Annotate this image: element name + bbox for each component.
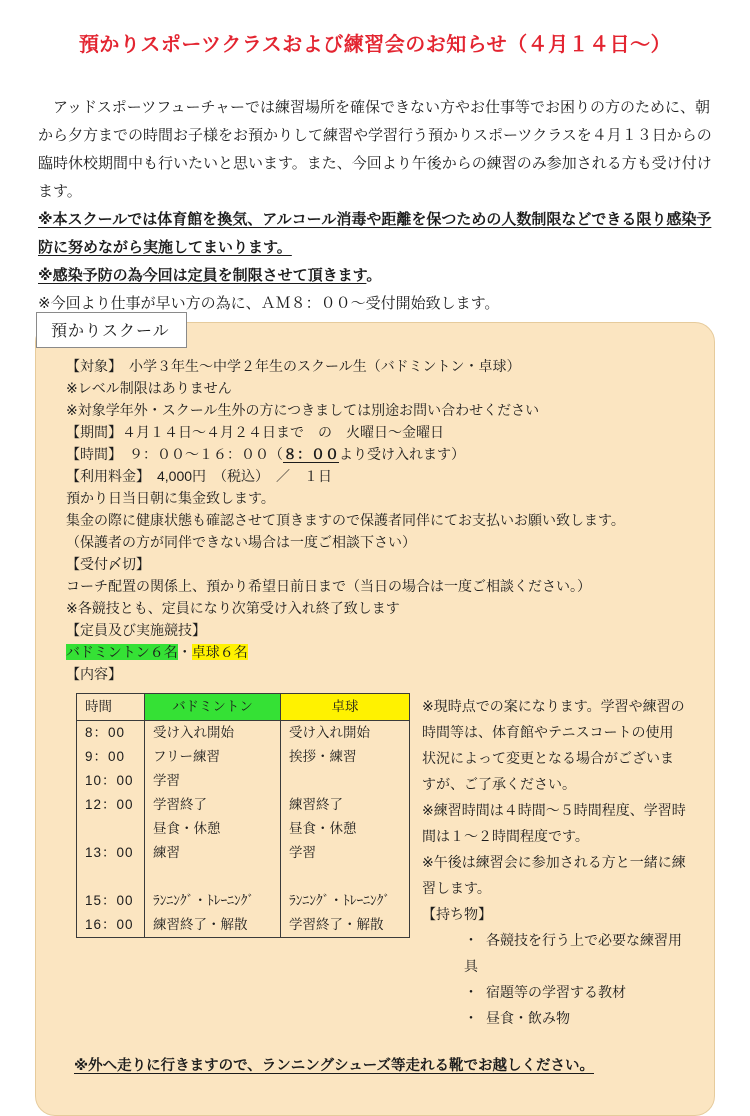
header-time: 時間 (77, 694, 145, 721)
cell-time: 8：00 (77, 721, 145, 746)
schedule-table (76, 693, 410, 938)
cell-time: 16：00 (77, 913, 145, 938)
capacity-tabletennis: 卓球６名 (191, 644, 248, 660)
cell-time: 15：00 (77, 889, 145, 913)
cell-tabletennis: 練習終了 (281, 793, 410, 817)
table-row (77, 913, 410, 938)
deadline-line: コーチ配置の関係上、預かり希望日前日まで（当日の場合は一度ご相談ください。） (66, 578, 591, 594)
belonging-item-text: 宿題等の学習する教材 (486, 984, 626, 1000)
time-line (66, 443, 686, 465)
table-row (77, 841, 410, 865)
capacity-separator: ・ (177, 644, 192, 660)
side-note-duration: ※練習時間は４時間～５時間程度、学習時間は１～２時間程度です。 (422, 802, 686, 844)
fee-line: 【利用料金】 4,000円 （税込） ／ １日 (66, 468, 333, 484)
table-row (77, 745, 410, 769)
bullet-icon: ・ (464, 1010, 478, 1026)
cell-time (77, 865, 145, 889)
cell-time: 10：00 (77, 769, 145, 793)
time-emphasis: ８：００ (283, 446, 339, 462)
cell-badminton: 昼食・休憩 (145, 817, 281, 841)
deadline-heading: 【受付〆切】 (66, 556, 150, 572)
time-prefix: 【時間】 ９：００～１６：００（ (66, 446, 283, 462)
bullet-icon: ・ (464, 932, 478, 948)
cell-badminton: 練習終了・解散 (145, 913, 281, 938)
side-notes (422, 693, 686, 1031)
collect-line-2: 集金の際に健康状態も確認させて頂きますので保護者同伴にてお支払いお願い致します。 (66, 512, 625, 528)
note-infection-prevention: ※本スクールでは体育館を換気、アルコール消毒や距離を保つための人数制限などできる限り感染予防に努めながら実施してまいります。 (38, 211, 712, 256)
bullet-icon: ・ (464, 984, 478, 1000)
info-panel (35, 322, 715, 1116)
table-row (77, 817, 410, 841)
azukari-school-section (35, 322, 715, 1116)
note-outside-school: ※対象学年外・スクール生外の方につきましては別途お問い合わせください (66, 402, 540, 418)
table-row (77, 721, 410, 746)
cell-time: 12：00 (77, 793, 145, 817)
belongings-heading: 【持ち物】 (422, 906, 492, 922)
cell-tabletennis (281, 865, 410, 889)
side-note-afternoon: ※午後は練習会に参加される方と一緒に練習します。 (422, 854, 686, 896)
schedule-and-notes (66, 693, 686, 1031)
belongings-list (422, 927, 686, 1031)
period-line: 【期間】４月１４日～４月２４日まで の 火曜日～金曜日 (66, 424, 444, 440)
cell-badminton: 練習 (145, 841, 281, 865)
cell-tabletennis: ﾗﾝﾆﾝｸﾞ・ﾄﾚｰﾆﾝｸﾞ (281, 889, 410, 913)
collect-line-3: （保護者の方が同伴できない場合は一度ご相談下さい） (66, 534, 416, 550)
cell-badminton: 受け入れ開始 (145, 721, 281, 746)
cell-badminton: ﾗﾝﾆﾝｸﾞ・ﾄﾚｰﾆﾝｸﾞ (145, 889, 281, 913)
cell-tabletennis: 昼食・休憩 (281, 817, 410, 841)
cell-badminton: 学習 (145, 769, 281, 793)
table-header-row (77, 694, 410, 721)
cell-tabletennis: 受け入れ開始 (281, 721, 410, 746)
time-suffix: より受け入れます） (339, 446, 465, 462)
capacity-heading: 【定員及び実施競技】 (66, 622, 206, 638)
cell-tabletennis (281, 769, 410, 793)
note-capacity-limit-text: ※感染予防の為今回は定員を制限させて頂きます (38, 267, 367, 284)
note-level: ※レベル制限はありません (66, 380, 232, 396)
cell-time: 13：00 (77, 841, 145, 865)
cell-badminton: 学習終了 (145, 793, 281, 817)
target-line: 【対象】 小学３年生～中学２年生のスクール生（バドミントン・卓球） (66, 358, 521, 374)
capacity-badminton: バドミントン６名 (66, 644, 178, 660)
side-note-draft: ※現時点での案になります。学習や練習の時間等は、体育館やテニスコートの使用状況によって変更となる場合がございますが、ご了承ください。 (422, 698, 685, 792)
table-row (77, 865, 410, 889)
table-row (77, 889, 410, 913)
table-row (77, 769, 410, 793)
cell-tabletennis: 学習終了・解散 (281, 913, 410, 938)
note-capacity-limit (38, 262, 712, 290)
cell-tabletennis: 挨拶・練習 (281, 745, 410, 769)
content-heading: 【内容】 (66, 666, 122, 682)
header-badminton: バドミントン (145, 694, 281, 721)
capacity-note: ※各競技とも、定員になり次第受け入れ終了致します (66, 600, 400, 616)
shoes-note: ※外へ走りに行きますので、ランニングシューズ等走れる靴でお越しください。 (74, 1058, 594, 1074)
cell-tabletennis: 学習 (281, 841, 410, 865)
intro-section (38, 94, 712, 318)
section-label: 預かりスクール (36, 312, 187, 348)
header-tabletennis: 卓球 (281, 694, 410, 721)
cell-badminton (145, 865, 281, 889)
capacity-line (66, 641, 686, 663)
cell-badminton: フリー練習 (145, 745, 281, 769)
intro-paragraph: アッドスポーツフューチャーでは練習場所を確保できない方やお仕事等でお困りの方のために、朝から夕方までの時間お子様をお預かりして練習や学習行う預かりスポーツクラスを４月１３日からの臨時休校期間中も行いたいと思います。また、今回より午後からの練習のみ参加される方も受け付けます。 (38, 99, 712, 200)
belonging-item-text: 各競技を行う上で必要な練習用具 (464, 932, 682, 974)
belonging-item-text: 昼食・飲み物 (486, 1010, 570, 1026)
note-capacity-limit-period: 。 (366, 267, 382, 284)
table-row (77, 793, 410, 817)
list-item (422, 1005, 686, 1031)
collect-line-1: 預かり日当日朝に集金致します。 (66, 490, 275, 506)
cell-time (77, 817, 145, 841)
cell-time: 9：00 (77, 745, 145, 769)
list-item (422, 927, 686, 979)
list-item (422, 979, 686, 1005)
note-reception-start: ※今回より仕事が早い方の為に、ＡＭ８：００～受付開始致します。 (38, 295, 500, 312)
page-title: 預かりスポーツクラスおよび練習会のお知らせ（４月１４日～） (78, 34, 672, 56)
